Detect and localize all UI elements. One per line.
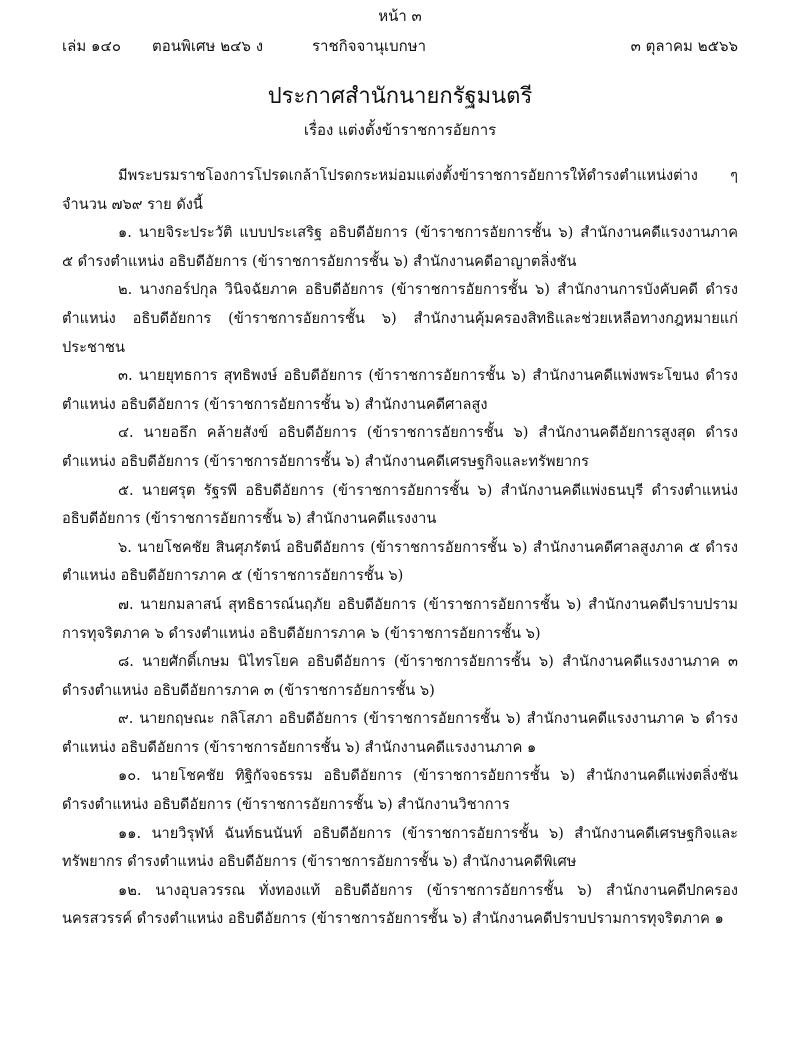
gazette-header xyxy=(62,34,738,58)
announcement-subject: เรื่อง แต่งตั้งข้าราชการอัยการ xyxy=(303,121,497,139)
appointment-item: ๖. นายโชคชัย สินศุภรัตน์ อธิบดีอัยการ (ข้าราชการอัยการชั้น ๖) สำนักงานคดีศาลสูงภาค ๕ ดำรงตำแหน่ง อธิบดีอัยการภาค ๕ (ข้าราชการอัยการชั้น ๖) xyxy=(62,538,738,585)
publication-date: ๓ ตุลาคม ๒๕๖๖ xyxy=(630,37,738,55)
appointment-item: ๓. นายยุทธการ สุทธิพงษ์ อธิบดีอัยการ (ข้าราชการอัยการชั้น ๖) สำนักงานคดีแพ่งพระโขนง ดำรงตำแหน่ง อธิบดีอัยการ (ข้าราชการอัยการชั้น ๖) สำนักงานคดีศาลสูง xyxy=(62,367,738,413)
appointment-item: ๕. นายศรุต รัฐรพี อธิบดีอัยการ (ข้าราชการอัยการชั้น ๖) สำนักงานคดีแพ่งธนบุรี ดำรงตำแหน่ง อธิบดีอัยการ (ข้าราชการอัยการชั้น ๖) สำนักงานคดีแรงงาน xyxy=(62,481,738,528)
appointment-item: ๒. นางกอร์ปกุล วินิจฉัยภาค อธิบดีอัยการ (ข้าราชการอัยการชั้น ๖) สำนักงานการบังคับคดี ดำรงตำแหน่ง อธิบดีอัยการ (ข้าราชการอัยการชั้น ๖) สำนักงานคุ้มครองสิทธิและช่วยเหลือทางกฎหมายแก่ประชาชน xyxy=(62,281,738,356)
volume-number: เล่ม ๑๔๐ xyxy=(62,37,122,55)
intro-paragraph: มีพระบรมราชโองการโปรดเกล้าโปรดกระหม่อมแต่งตั้งข้าราชการอัยการให้ดำรงตำแหน่งต่าง ๆ จำนวน ๗๖๙ ราย ดังนี้ xyxy=(62,167,738,213)
appointment-item: ๑๐. นายโชคชัย ทิฐิกัจจธรรม อธิบดีอัยการ (ข้าราชการอัยการชั้น ๖) สำนักงานคดีแพ่งตลิ่งชัน ดำรงตำแหน่ง อธิบดีอัยการ (ข้าราชการอัยการชั้น ๖) สำนักงานวิชาการ xyxy=(62,767,738,814)
appointment-item: ๗. นายกมลาสน์ สุทธิธารณ์นฤภัย อธิบดีอัยการ (ข้าราชการอัยการชั้น ๖) สำนักงานคดีปราบปรามการทุจริตภาค ๖ ดำรงตำแหน่ง อธิบดีอัยการภาค ๖ (ข้าราชการอัยการชั้น ๖) xyxy=(62,595,738,642)
appointment-item: ๑๑. นายวิรุฬห์ ฉันท์ธนนันท์ อธิบดีอัยการ (ข้าราชการอัยการชั้น ๖) สำนักงานคดีเศรษฐกิจและทรัพยากร ดำรงตำแหน่ง อธิบดีอัยการ (ข้าราชการอัยการชั้น ๖) สำนักงานคดีพิเศษ xyxy=(62,824,738,871)
appointment-item: ๘. นายศักดิ์เกษม นิไทรโยค อธิบดีอัยการ (ข้าราชการอัยการชั้น ๖) สำนักงานคดีแรงงานภาค ๓ ดำรงตำแหน่ง อธิบดีอัยการภาค ๓ (ข้าราชการอัยการชั้น ๖) xyxy=(62,653,738,699)
issue-number: ตอนพิเศษ ๒๔๖ ง xyxy=(152,37,264,55)
announcement-title: ประกาศสำนักนายกรัฐมนตรี xyxy=(267,84,533,109)
document-body xyxy=(62,162,738,934)
appointment-item: ๔. นายอธึก คล้ายสังข์ อธิบดีอัยการ (ข้าราชการอัยการชั้น ๖) สำนักงานคดีอัยการสูงสุด ดำรงตำแหน่ง อธิบดีอัยการ (ข้าราชการอัยการชั้น ๖) สำนักงานคดีเศรษฐกิจและทรัพยากร xyxy=(62,424,738,470)
page-number: หน้า ๓ xyxy=(378,7,422,25)
appointment-item: ๑. นายจิระประวัติ แบบประเสริฐ อธิบดีอัยการ (ข้าราชการอัยการชั้น ๖) สำนักงานคดีแรงงานภาค ๕ ดำรงตำแหน่ง อธิบดีอัยการ (ข้าราชการอัยการชั้น ๖) สำนักงานคดีอาญาตลิ่งชัน xyxy=(62,224,738,270)
appointment-item: ๑๒. นางอุบลวรรณ ทั่งทองแท้ อธิบดีอัยการ (ข้าราชการอัยการชั้น ๖) สำนักงานคดีปกครองนครสวรรค์ ดำรงตำแหน่ง อธิบดีอัยการ (ข้าราชการอัยการชั้น ๖) สำนักงานคดีปราบปรามการทุจริตภาค ๑ xyxy=(62,881,738,928)
appointment-item: ๙. นายกฤษณะ กลิโสภา อธิบดีอัยการ (ข้าราชการอัยการชั้น ๖) สำนักงานคดีแรงงานภาค ๖ ดำรงตำแหน่ง อธิบดีอัยการ (ข้าราชการอัยการชั้น ๖) สำนักงานคดีแรงงานภาค ๑ xyxy=(62,710,738,756)
gazette-name: ราชกิจจานุเบกษา xyxy=(312,37,427,55)
